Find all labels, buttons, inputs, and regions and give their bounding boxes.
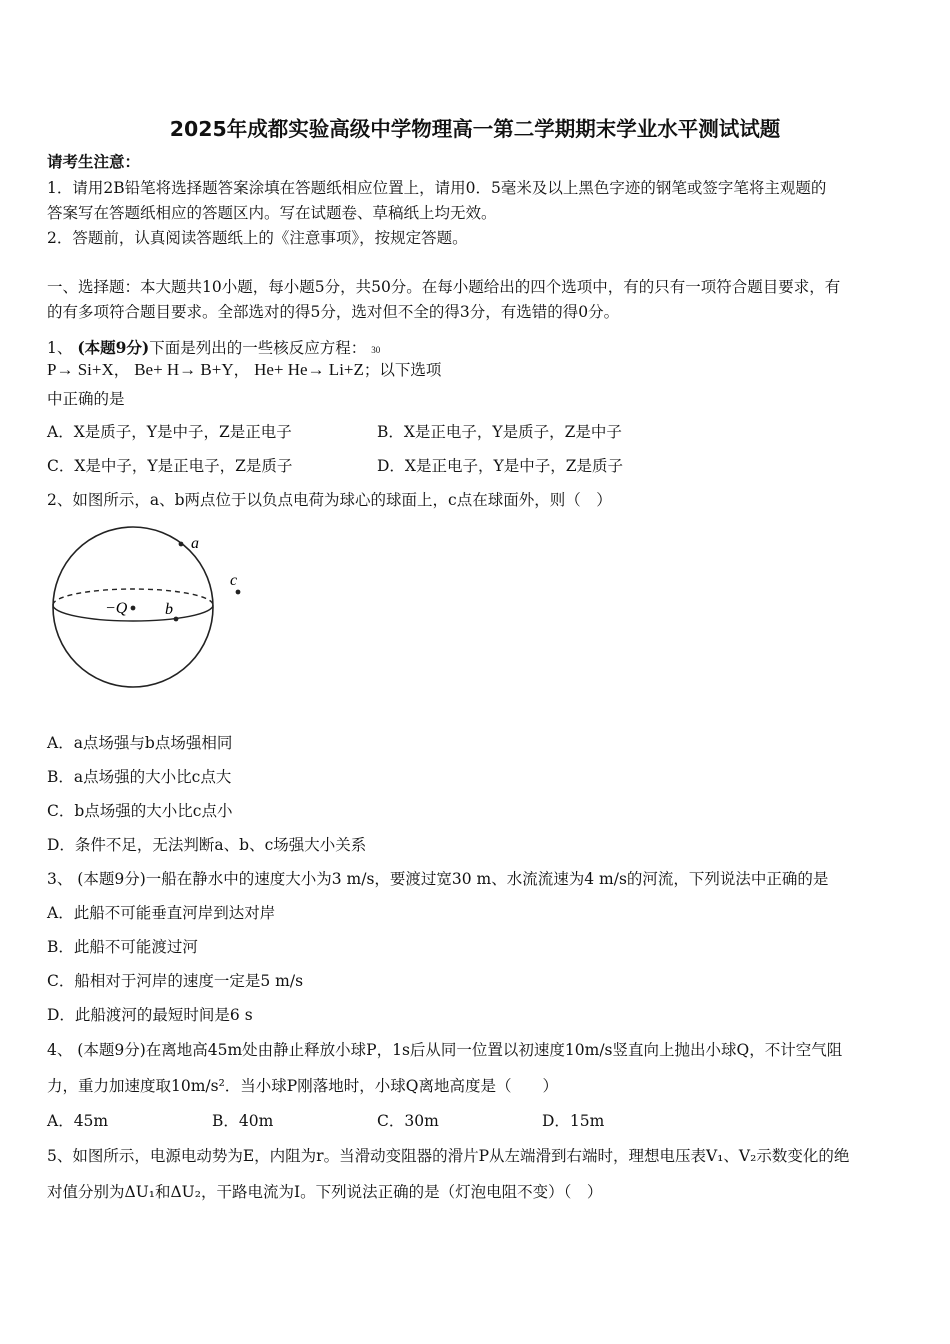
q1-option-b[interactable]: B．X是正电子，Y是质子，Z是中子: [377, 423, 622, 441]
equator-back: [53, 589, 213, 605]
q3-option-a[interactable]: A．此船不可能垂直河岸到达对岸: [47, 904, 276, 922]
notice-item-1b: 答案写在答题纸相应的答题区内。写在试题卷、草稿纸上均无效。: [47, 204, 497, 222]
q2-option-c[interactable]: C．b点场强的大小比c点小: [47, 802, 233, 820]
section-intro-1: 一、选择题：本大题共10小题，每小题5分，共50分。在每小题给出的四个选项中，有的只有一项符合题目要求，有: [47, 278, 841, 296]
q2-option-a[interactable]: A．a点场强与b点场强相同: [47, 734, 233, 752]
point-b-label: b: [165, 601, 173, 618]
point-a-dot: [179, 542, 184, 547]
q2-option-b[interactable]: B．a点场强的大小比c点大: [47, 768, 232, 786]
q1-option-d[interactable]: D．X是正电子，Y是中子，Z是质子: [377, 457, 623, 475]
q1-score: (本题9分): [77, 338, 150, 357]
q1-equation-3: He+ He→ Li+Z: [254, 360, 364, 379]
q1-option-a[interactable]: A．X是质子，Y是中子，Z是正电子: [47, 423, 292, 441]
point-c-dot: [236, 590, 241, 595]
charge-q-label: −Q: [105, 600, 128, 617]
q4-stem-1: 4、 (本题9分)在离地高45m处由静止释放小球P，1s后从同一位置以初速度10m/s竖直向上抛出小球Q，不计空气阻: [47, 1041, 843, 1059]
q1-stem-cont: 中正确的是: [47, 390, 125, 408]
section-intro-2: 的有多项符合题目要求。全部选对的得5分，选对但不全的得3分，有选错的得0分。: [47, 303, 620, 321]
q5-stem-2: 对值分别为ΔU₁和ΔU₂，干路电流为I。下列说法正确的是（灯泡电阻不变）（ ）: [47, 1183, 603, 1201]
q4-option-b[interactable]: B．40m: [212, 1112, 274, 1130]
q4-stem-2: 力，重力加速度取10m/s²．当小球P刚落地时，小球Q离地高度是（ ）: [47, 1077, 558, 1095]
q4-option-a[interactable]: A．45m: [47, 1112, 109, 1130]
point-a-label: a: [191, 535, 199, 552]
notice-item-2: 2．答题前，认真阅读答题纸上的《注意事项》，按规定答题。: [47, 229, 468, 247]
q3-stem: 3、 (本题9分)一船在静水中的速度大小为3 m/s，要渡过宽30 m、水流流速为4 m/s的河流，下列说法中正确的是: [47, 870, 829, 888]
charge-q-dot: [131, 606, 136, 611]
q1-equation-1: 30 P→ Si+X: [47, 345, 381, 379]
q3-option-b[interactable]: B．此船不可能渡过河: [47, 938, 198, 956]
q1-stem: 1、 (本题9分)下面是列出的一些核反应方程： 30 P→ Si+X， Be+ H→ B+Y， He+ He→ Li+Z；以下选项: [47, 338, 442, 379]
point-b-dot: [174, 617, 179, 622]
point-c-label: c: [230, 572, 238, 589]
q3-option-d[interactable]: D．此船渡河的最短时间是6 s: [47, 1006, 253, 1024]
q2-stem: 2、如图所示，a、b两点位于以负点电荷为球心的球面上，c点在球面外，则（ ）: [47, 491, 612, 509]
notice-item-1a: 1．请用2B铅笔将选择题答案涂填在答题纸相应位置上，请用0．5毫米及以上黑色字迹的钢笔或签字笔将主观题的: [47, 179, 827, 197]
notice-heading: 请考生注意：: [47, 152, 141, 171]
page-title: 2025年成都实验高级中学物理高一第二学期期末学业水平测试试题: [169, 117, 781, 141]
q1-stem-end: ；以下选项: [363, 361, 442, 379]
q4-option-d[interactable]: D．15m: [542, 1112, 605, 1130]
q1-option-c[interactable]: C．X是中子，Y是正电子，Z是质子: [47, 457, 293, 475]
q3-option-c[interactable]: C．船相对于河岸的速度一定是5 m/s: [47, 972, 304, 990]
q1-stem-text: 下面是列出的一些核反应方程：: [149, 339, 367, 357]
q2-option-d[interactable]: D．条件不足，无法判断a、b、c场强大小关系: [47, 836, 367, 854]
q2-sphere-figure: [45, 525, 265, 695]
q4-option-c[interactable]: C．30m: [377, 1112, 439, 1130]
q1-equation-2: Be+ H→ B+Y: [134, 360, 234, 379]
q1-prefix: 1、: [47, 339, 73, 357]
q5-stem-1: 5、如图所示，电源电动势为E，内阻为r。当滑动变阻器的滑片P从左端滑到右端时，理想电压表V₁、V₂示数变化的绝: [47, 1147, 850, 1165]
